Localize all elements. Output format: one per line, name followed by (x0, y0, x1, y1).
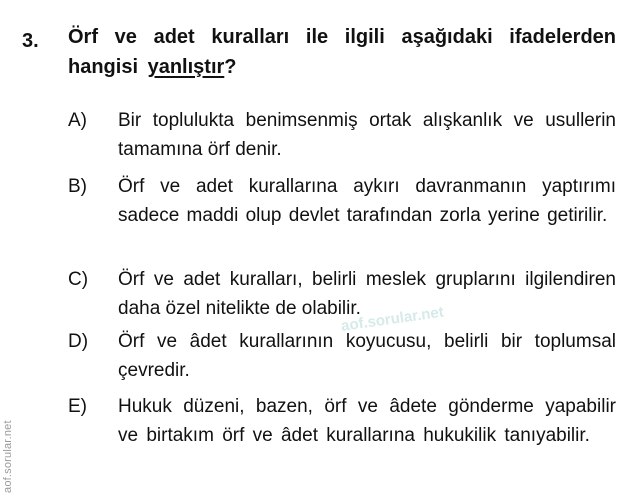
option-a-text: Bir toplulukta benimsenmiş ortak alışkanlık ve usullerin tamamına örf denir. (118, 110, 616, 160)
option-c-text: Örf ve adet kuralları, belirli meslek gruplarını ilgilendiren daha özel nitelikte de olabilir. (118, 269, 616, 319)
question-mark: ? (224, 56, 237, 78)
option-d-letter: D) (68, 331, 89, 352)
side-watermark (1, 393, 15, 495)
center-watermark: aof.sorular.net (340, 303, 445, 335)
option-e-letter: E) (68, 396, 87, 417)
option-b-text: Örf ve adet kurallarına aykırı davranmanın yaptırımı sadece maddi olup devlet tarafından zorla yerine getirilir. (118, 176, 616, 226)
question-emphasis: yanlıştır (147, 56, 225, 78)
question-stem (68, 22, 616, 82)
option-d-text: Örf ve âdet kurallarının koyucusu, belirli bir toplumsal çevredir. (118, 331, 616, 381)
option-e-text: Hukuk düzeni, bazen, örf ve âdete gönderme yapabilir ve birtakım örf ve âdet kurallarına hukukilik tanıyabilir. (118, 396, 616, 446)
side-watermark-text: aof.sorular.net (2, 420, 14, 493)
option-a-letter: A) (68, 110, 87, 131)
option-b-letter: B) (68, 176, 87, 197)
option-c-letter: C) (68, 269, 89, 290)
question-number: 3. (22, 30, 39, 52)
question-text: Örf ve adet kuralları ile ilgili aşağıdaki ifadelerden hangisi (68, 26, 616, 78)
